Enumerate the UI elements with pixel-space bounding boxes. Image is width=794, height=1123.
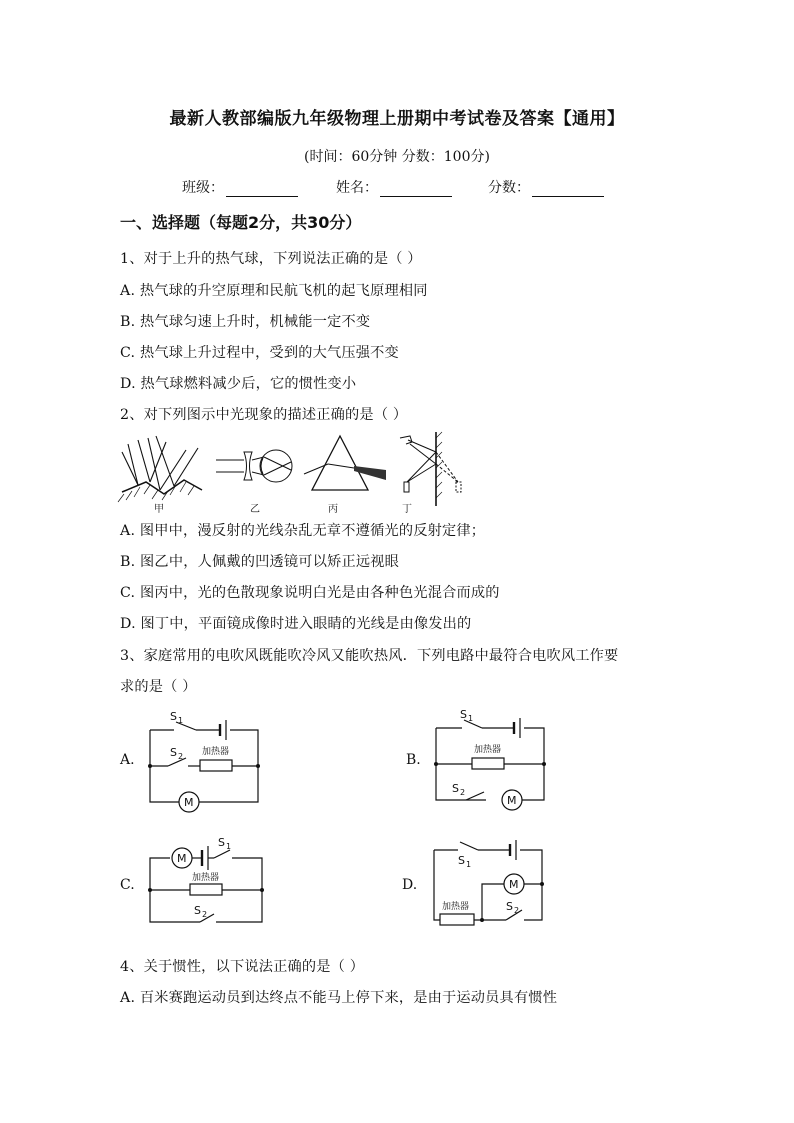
q4-stem: 4、关于惯性，以下说法正确的是（ ） <box>120 959 365 975</box>
circuit-a-s2-sub: 2 <box>178 752 184 761</box>
circuit-c-s2: S <box>194 904 201 917</box>
q2-option-c[interactable]: C. 图丙中，光的色散现象说明白光是由各种色光混合而成的 <box>120 585 500 601</box>
q2-option-a[interactable]: A. 图甲中，漫反射的光线杂乱无章不遵循光的反射定律； <box>120 523 486 539</box>
circuit-b-s1-sub: 1 <box>468 714 474 723</box>
section-title: 一、选择题（每题2分，共30分） <box>120 213 362 232</box>
circuit-b-s2-sub: 2 <box>460 788 466 797</box>
circuit-d-s1: S <box>458 854 465 867</box>
q1-option-c[interactable]: C. 热气球上升过程中，受到的大气压强不变 <box>120 345 399 361</box>
circuit-c-heater-label: 加热器 <box>192 873 220 883</box>
circuit-b-motor: M <box>507 794 517 807</box>
circuit-a <box>140 704 270 814</box>
circuit-d-heater-label: 加热器 <box>442 902 470 912</box>
circuit-b-heater-label: 加热器 <box>474 745 502 755</box>
circuit-c-s2-sub: 2 <box>202 910 208 919</box>
score-label: 分数： <box>488 180 530 196</box>
circuit-b-s2: S <box>452 782 459 795</box>
q3-option-a-letter[interactable]: A. <box>120 752 135 768</box>
circuit-a-motor: M <box>184 796 194 809</box>
q2-stem: 2、对下列图示中光现象的描述正确的是（ ） <box>120 407 408 423</box>
figure-jia <box>118 436 202 502</box>
circuit-c-motor: M <box>177 852 187 865</box>
circuit-d-s2: S <box>506 900 513 913</box>
q4-option-a[interactable]: A. 百米赛跑运动员到达终点不能马上停下来，是由于运动员具有惯性 <box>120 990 558 1006</box>
exam-info: (时间：60分钟 分数：100分) <box>304 149 490 165</box>
circuit-d <box>426 832 556 932</box>
score-blank[interactable] <box>532 182 604 197</box>
circuit-c-s1: S <box>218 836 225 849</box>
circuit-c-s1-sub: 1 <box>226 842 232 851</box>
figure-yi <box>216 450 292 482</box>
score-field <box>488 177 604 197</box>
circuit-b-s1: S <box>460 708 467 721</box>
q3-option-b-letter[interactable]: B. <box>406 752 421 768</box>
q1-stem: 1、对于上升的热气球，下列说法正确的是（ ） <box>120 251 422 267</box>
circuit-a-s2: S <box>170 746 177 759</box>
q1-option-a[interactable]: A. 热气球的升空原理和民航飞机的起飞原理相同 <box>120 283 428 299</box>
q2-option-b[interactable]: B. 图乙中，人佩戴的凹透镜可以矫正远视眼 <box>120 554 400 570</box>
q2-option-d[interactable]: D. 图丁中，平面镜成像时进入眼睛的光线是由像发出的 <box>120 616 472 632</box>
circuit-d-s1-sub: 1 <box>466 860 472 869</box>
q3-option-d-letter[interactable]: D. <box>402 877 418 893</box>
name-field <box>336 177 452 197</box>
q2-figure <box>116 430 476 514</box>
figure-label-jia: 甲 <box>154 504 164 514</box>
q1-option-d[interactable]: D. 热气球燃料减少后，它的惯性变小 <box>120 376 357 392</box>
class-label: 班级： <box>182 180 224 196</box>
page-title: 最新人教部编版九年级物理上册期中考试卷及答案【通用】 <box>169 109 625 129</box>
circuit-d-motor: M <box>509 878 519 891</box>
q3-stem-line2: 求的是（ ） <box>120 679 197 695</box>
circuit-b <box>426 704 556 814</box>
circuit-d-s2-sub: 2 <box>514 906 520 915</box>
name-blank[interactable] <box>380 182 452 197</box>
figure-label-ding: 丁 <box>402 504 412 514</box>
circuit-c <box>140 832 270 932</box>
figure-bing <box>304 436 386 490</box>
circuit-a-s1: S <box>170 710 177 723</box>
figure-label-yi: 乙 <box>250 504 260 514</box>
figure-label-bing: 丙 <box>328 504 338 514</box>
circuit-a-s1-sub: 1 <box>178 716 184 725</box>
figure-ding <box>400 432 461 506</box>
class-field <box>182 177 298 197</box>
class-blank[interactable] <box>226 182 298 197</box>
name-label: 姓名： <box>336 180 378 196</box>
q3-stem-line1: 3、家庭常用的电吹风既能吹冷风又能吹热风．下列电路中最符合电吹风工作要 <box>120 648 619 664</box>
circuit-a-heater-label: 加热器 <box>202 747 230 757</box>
q1-option-b[interactable]: B. 热气球匀速上升时，机械能一定不变 <box>120 314 371 330</box>
q3-option-c-letter[interactable]: C. <box>120 877 135 893</box>
